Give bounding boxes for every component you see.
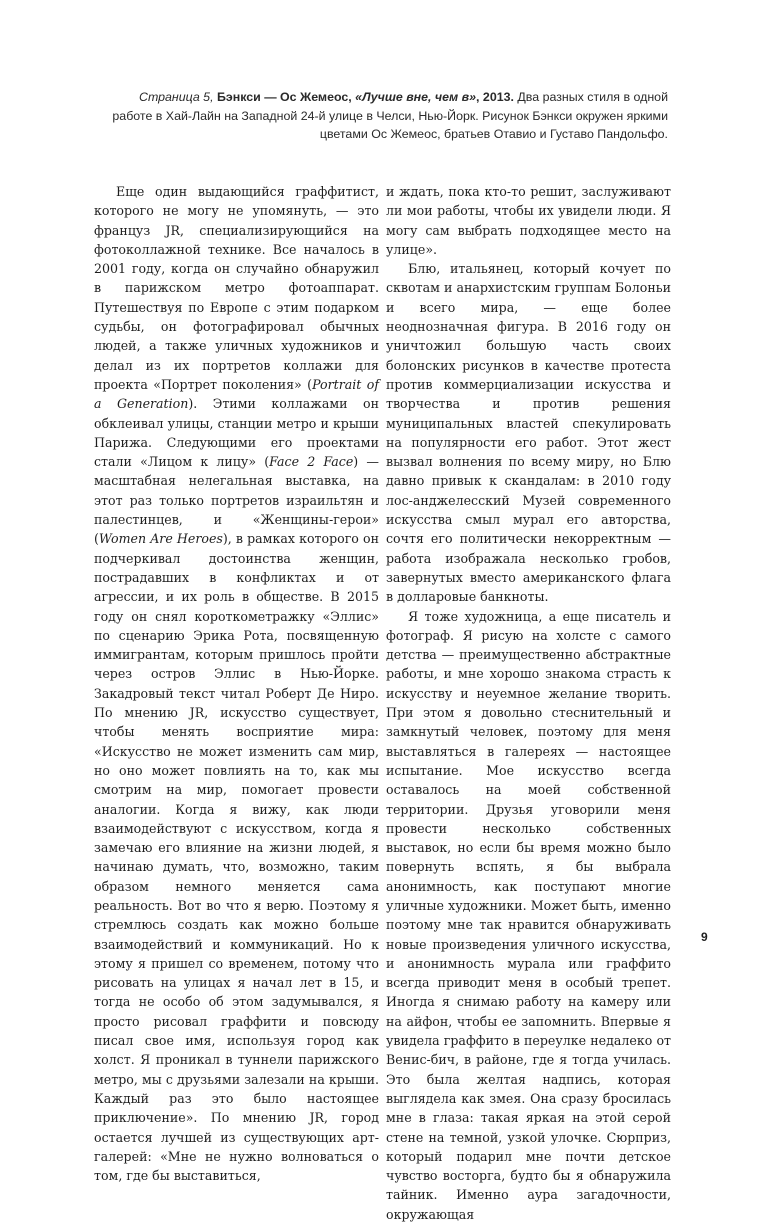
caption-year: , 2013. bbox=[476, 90, 514, 104]
paragraph-jr bbox=[94, 182, 379, 1185]
paragraph-continued: и ждать, пока кто-то решит, заслуживают ли мои работы, чтобы их увидели люди. Я могу сам выбрать подходящее место на улице». bbox=[386, 184, 671, 257]
caption-title bbox=[217, 90, 514, 104]
right-column bbox=[386, 182, 671, 1224]
caption-artists: Бэнкси — Ос Жемеос, bbox=[216, 90, 352, 104]
image-caption bbox=[108, 88, 668, 144]
paragraph-blu: Блю, итальянец, который кочует по сквотам и анархистским группам Болоньи и всего мира, — еще более неоднозначная фигура. В 2016 году он уничтожил большую часть своих болонских рисунков в качестве протеста против коммерциализации искусства и творчества и против решения муниципальных властей спекулировать на популярности его работ. Этот жест вызвал волнения по всему миру, но Блю давно привык к скандалам: в 2010 году лос-анджелесский Музей современного искусства смыл мурал его авторства, сочтя его политически некорректным — работа изображала несколько гробов, завернутых вместо американского флага в долларовые банкноты. bbox=[386, 261, 671, 605]
caption-page-ref: Страница 5, bbox=[139, 90, 214, 104]
caption-text: Два разных стиля в одной работе в Хай-Лайн на Западной 24-й улице в Челси, Нью-Йорк. Рисунок Бэнкси окружен яркими цветами Ос Жемеос, братьев Отавио и Густаво Пандольфо. bbox=[112, 90, 668, 141]
text-run: ), в рамках которого он подчеркивал достоинства женщин, пострадавших в конфликтах и от агрессии, и их роль в обществе. В 2015 году он снял короткометражку «Эллис» по сценарию Эрика Рота, посвященную иммигрантам, которым пришлось пройти через остров Эллис в Нью-Йорке. Закадровый текст читал Роберт Де Ниро. По мнению JR, искусство существует, чтобы менять восприятие мира: «Искусство не может изменить сам мир, но оно может повлиять на то, как мы смотрим на мир, помогает провести аналогии. Когда я вижу, как люди взаимодействуют с искусством, когда я замечаю его влияние на жизни людей, я начинаю думать, что, возможно, таким образом немного меняется сама реальность. Вот во что я верю. Поэтому я стремлюсь создать как можно больше взаимодействий и коммуникаций. Но к этому я пришел со временем, потому что рисовать на улицах я начал лет в 15, и тогда не особо об этом задумывался, я просто рисовал граффити и повсюду писал свое имя, используя город как холст. Я проникал в туннели парижского метро, мы с друзьями залезали на крыши. Каждый раз это было настоящее приключение». По мнению JR, город остается лучшей из существующих арт-галерей: «Мне не нужно волноваться о том, где бы выставиться, bbox=[94, 531, 379, 1184]
italic-title-face2face: Face 2 Face bbox=[269, 454, 354, 470]
italic-title-women-heroes: Women Are Heroes bbox=[98, 531, 223, 547]
page-number: 9 bbox=[701, 930, 708, 944]
caption-work-title: «Лучше вне, чем в» bbox=[355, 90, 477, 104]
italic-title-portrait: Portrait of a Generation bbox=[94, 376, 379, 412]
text-run: ). Этими коллажами он обклеивал улицы, станции метро и крыши Парижа. Следующими его проектами стали «Лицом к лицу» ( bbox=[94, 396, 379, 470]
text-run: Еще один выдающийся граффитист, которого не могу не упомянуть, — это француз JR, специализирующийся на фотоколлажной технике. Все началось в 2001 году, когда он случайно обнаружил в парижском метро фотоаппарат. Путешествуя по Европе с этим подарком судьбы, он фотографировал обычных людей, а также уличных художников и делал из их портретов коллажи для проекта «Портрет поколения» ( bbox=[94, 184, 379, 392]
left-column bbox=[94, 182, 379, 1185]
paragraph-author: Я тоже художница, а еще писатель и фотограф. Я рисую на холсте с самого детства — преимущественно абстрактные работы, и мне хорошо знакома страсть к искусству и неуемное желание творить. При этом я довольно стеснительный и замкнутый человек, поэтому для меня выставляться в галереях — настоящее испытание. Мое искусство всегда оставалось на моей собственной территории. Друзья уговорили меня провести несколько собственных выставок, но если бы время можно было повернуть вспять, я бы выбрала анонимность, как поступают многие уличные художники. Может быть, именно поэтому мне так нравится обнаруживать новые произведения уличного искусства, и анонимность мурала или граффито всегда приводит меня в особый трепет. Иногда я снимаю работу на камеру или на айфон, чтобы ее запомнить. Впервые я увидела граффито в переулке недалеко от Венис-бич, в районе, где я тогда училась. Это была желтая надпись, которая выглядела как змея. Она сразу бросилась мне в глаза: такая яркая на этой серой стене на темной, узкой улочке. Сюрприз, который подарил мне почти детское чувство восторга, будто бы я обнаружила тайник. Именно аура загадочности, окружающая bbox=[386, 608, 671, 1222]
text-run: ) — масштабная нелегальная выставка, на этот раз только портретов израильтян и палестинцев, и «Женщины-герои» ( bbox=[94, 454, 379, 547]
